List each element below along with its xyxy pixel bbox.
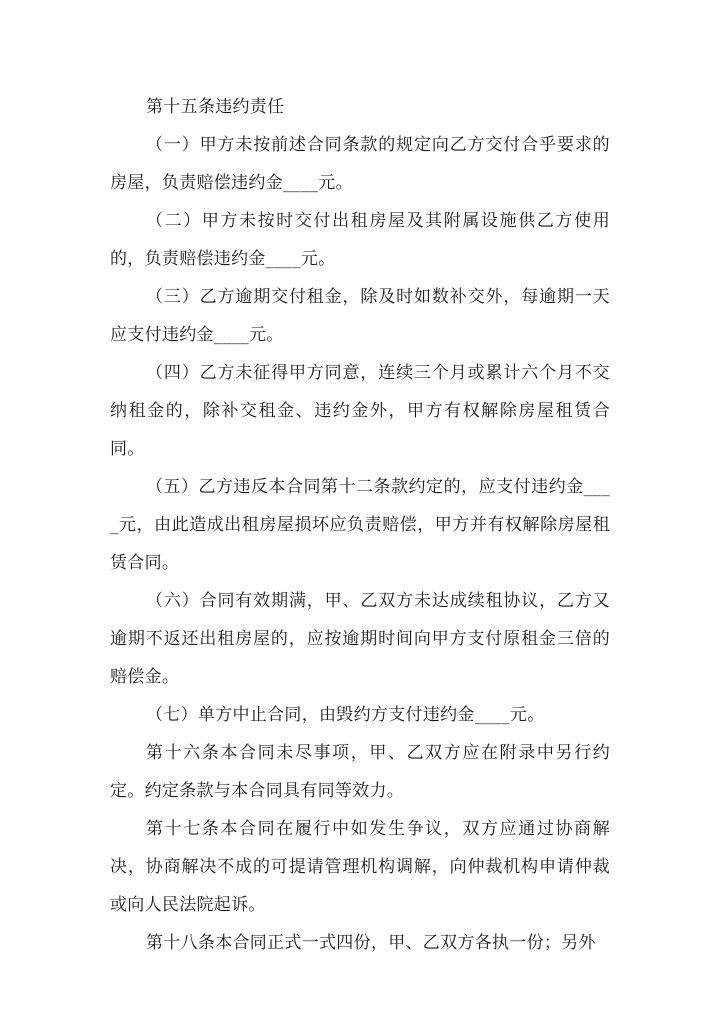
clause-15-2: （二）甲方未按时交付出租房屋及其附属设施供乙方使用的，负责赔偿违约金____元。 [110,211,610,269]
article-16: 第十六条本合同未尽事项，甲、乙双方应在附录中另行约定。约定条款与本合同具有同等效力。 [110,743,610,801]
clause-15-5: （五）乙方违反本合同第十二条款约定的，应支付违约金____元，由此造成出租房屋损坏应负责赔偿，甲方并有权解除房屋租赁合同。 [110,477,610,573]
clause-15-4: （四）乙方未征得甲方同意，连续三个月或累计六个月不交纳租金的，除补交租金、违约金外，甲方有权解除房屋租赁合同。 [110,363,610,459]
article-18: 第十八条本合同正式一式四份，甲、乙双方各执一份；另外 [146,933,596,953]
article-15-heading: 第十五条违约责任 [146,97,285,117]
clause-15-7: （七）单方中止合同，由毁约方支付违约金____元。 [146,705,545,725]
clause-15-1: （一）甲方未按前述合同条款的规定向乙方交付合乎要求的房屋，负责赔偿违约金____元。 [110,135,610,193]
clause-15-3: （三）乙方逾期交付租金，除及时如数补交外，每逾期一天应支付违约金____元。 [110,287,610,345]
document-body [110,88,610,962]
article-17: 第十七条本合同在履行中如发生争议，双方应通过协商解决，协商解决不成的可提请管理机构调解，向仲裁机构申请仲裁或向人民法院起诉。 [110,819,610,915]
clause-15-6: （六）合同有效期满，甲、乙双方未达成续租协议，乙方又逾期不返还出租房屋的，应按逾期时间向甲方支付原租金三倍的赔偿金。 [110,591,610,687]
